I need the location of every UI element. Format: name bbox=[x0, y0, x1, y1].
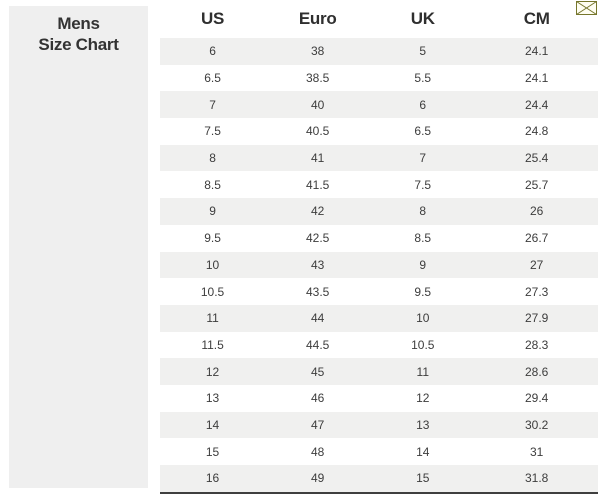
size-cell: 27.9 bbox=[475, 305, 598, 332]
table-row bbox=[160, 465, 598, 493]
column-header-euro: Euro bbox=[265, 0, 370, 38]
size-cell: 47 bbox=[265, 412, 370, 439]
size-cell: 10 bbox=[370, 305, 475, 332]
size-cell: 24.8 bbox=[475, 118, 598, 145]
size-cell: 10.5 bbox=[370, 332, 475, 359]
size-cell: 40.5 bbox=[265, 118, 370, 145]
table-row bbox=[160, 118, 598, 145]
size-table-header bbox=[160, 0, 598, 38]
table-row bbox=[160, 252, 598, 279]
size-cell: 6.5 bbox=[370, 118, 475, 145]
size-cell: 24.1 bbox=[475, 65, 598, 92]
size-cell: 31.8 bbox=[475, 465, 598, 493]
size-cell: 7 bbox=[160, 91, 265, 118]
size-cell: 11 bbox=[160, 305, 265, 332]
size-cell: 44 bbox=[265, 305, 370, 332]
table-row bbox=[160, 145, 598, 172]
size-cell: 12 bbox=[160, 358, 265, 385]
table-row bbox=[160, 412, 598, 439]
size-cell: 8.5 bbox=[160, 171, 265, 198]
size-cell: 13 bbox=[370, 412, 475, 439]
table-row bbox=[160, 65, 598, 92]
size-cell: 41.5 bbox=[265, 171, 370, 198]
size-cell: 38 bbox=[265, 38, 370, 65]
table-row bbox=[160, 385, 598, 412]
size-cell: 31 bbox=[475, 438, 598, 465]
size-cell: 24.4 bbox=[475, 91, 598, 118]
size-cell: 16 bbox=[160, 465, 265, 493]
size-cell: 5.5 bbox=[370, 65, 475, 92]
size-cell: 48 bbox=[265, 438, 370, 465]
size-cell: 49 bbox=[265, 465, 370, 493]
table-row bbox=[160, 438, 598, 465]
page-title-line2: Size Chart bbox=[38, 35, 119, 54]
table-row bbox=[160, 278, 598, 305]
size-cell: 9.5 bbox=[160, 225, 265, 252]
size-cell: 8.5 bbox=[370, 225, 475, 252]
size-cell: 30.2 bbox=[475, 412, 598, 439]
size-table-container bbox=[160, 0, 598, 494]
size-cell: 43.5 bbox=[265, 278, 370, 305]
size-cell: 11.5 bbox=[160, 332, 265, 359]
envelope-icon[interactable] bbox=[576, 1, 597, 15]
page-title bbox=[9, 13, 148, 55]
size-chart-sidebar bbox=[9, 6, 148, 488]
table-row bbox=[160, 38, 598, 65]
column-header-uk: UK bbox=[370, 0, 475, 38]
size-cell: 25.4 bbox=[475, 145, 598, 172]
size-cell: 7.5 bbox=[160, 118, 265, 145]
size-cell: 12 bbox=[370, 385, 475, 412]
size-cell: 10.5 bbox=[160, 278, 265, 305]
size-cell: 26 bbox=[475, 198, 598, 225]
size-cell: 27.3 bbox=[475, 278, 598, 305]
table-row bbox=[160, 358, 598, 385]
table-row bbox=[160, 171, 598, 198]
header-row bbox=[160, 0, 598, 38]
size-cell: 6 bbox=[370, 91, 475, 118]
size-cell: 9 bbox=[160, 198, 265, 225]
size-cell: 27 bbox=[475, 252, 598, 279]
size-cell: 38.5 bbox=[265, 65, 370, 92]
size-cell: 13 bbox=[160, 385, 265, 412]
size-cell: 29.4 bbox=[475, 385, 598, 412]
table-row bbox=[160, 305, 598, 332]
size-table-body bbox=[160, 38, 598, 493]
size-cell: 42 bbox=[265, 198, 370, 225]
size-cell: 10 bbox=[160, 252, 265, 279]
size-cell: 6.5 bbox=[160, 65, 265, 92]
table-row bbox=[160, 198, 598, 225]
size-cell: 25.7 bbox=[475, 171, 598, 198]
column-header-us: US bbox=[160, 0, 265, 38]
size-cell: 9.5 bbox=[370, 278, 475, 305]
size-cell: 9 bbox=[370, 252, 475, 279]
size-cell: 6 bbox=[160, 38, 265, 65]
size-cell: 5 bbox=[370, 38, 475, 65]
table-row bbox=[160, 225, 598, 252]
size-cell: 42.5 bbox=[265, 225, 370, 252]
column-header-cm: CM bbox=[475, 0, 598, 38]
size-cell: 26.7 bbox=[475, 225, 598, 252]
size-cell: 28.3 bbox=[475, 332, 598, 359]
size-cell: 11 bbox=[370, 358, 475, 385]
size-cell: 43 bbox=[265, 252, 370, 279]
size-cell: 45 bbox=[265, 358, 370, 385]
page-title-line1: Mens bbox=[57, 14, 100, 33]
size-cell: 15 bbox=[370, 465, 475, 493]
size-cell: 15 bbox=[160, 438, 265, 465]
table-row bbox=[160, 332, 598, 359]
size-cell: 28.6 bbox=[475, 358, 598, 385]
size-cell: 14 bbox=[160, 412, 265, 439]
size-cell: 14 bbox=[370, 438, 475, 465]
size-cell: 8 bbox=[370, 198, 475, 225]
size-chart-table bbox=[160, 0, 598, 494]
size-cell: 40 bbox=[265, 91, 370, 118]
size-cell: 41 bbox=[265, 145, 370, 172]
size-cell: 8 bbox=[160, 145, 265, 172]
size-cell: 46 bbox=[265, 385, 370, 412]
size-cell: 7.5 bbox=[370, 171, 475, 198]
size-cell: 7 bbox=[370, 145, 475, 172]
size-cell: 44.5 bbox=[265, 332, 370, 359]
size-cell: 24.1 bbox=[475, 38, 598, 65]
table-row bbox=[160, 91, 598, 118]
